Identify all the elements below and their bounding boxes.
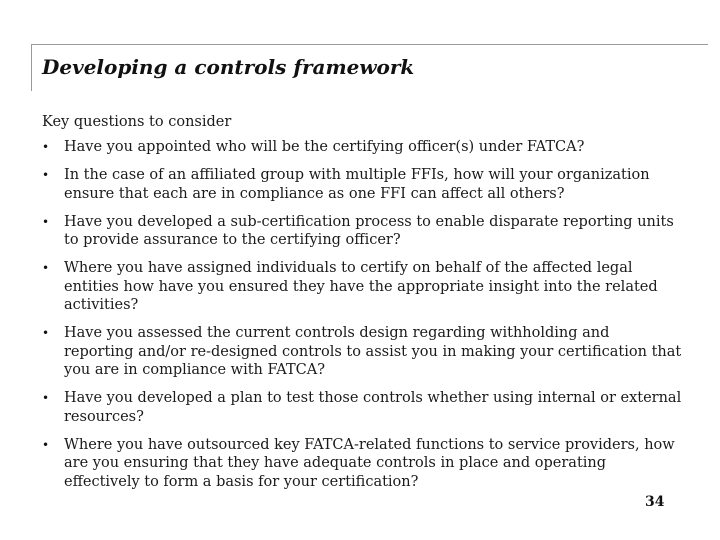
question-text: Have you assessed the current controls design regarding withholding and reporting and/or re-designed controls to assist you in making your certification that you are in compliance with FATCA?: [64, 325, 682, 378]
question-text: Have you developed a plan to test those controls whether using internal or external resources?: [64, 390, 682, 425]
question-item-4: [42, 259, 682, 315]
bullet-icon: •: [42, 391, 50, 405]
title-corner-line: [31, 44, 32, 91]
bullet-icon: •: [42, 168, 50, 182]
slide-subtitle: Key questions to consider: [42, 114, 232, 130]
question-item-6: [42, 389, 682, 426]
bullet-icon: •: [42, 437, 50, 452]
bullet-icon: •: [42, 261, 50, 275]
slide-title: Developing a controls framework: [42, 55, 415, 79]
question-item-3: [42, 213, 682, 250]
question-text: Have you developed a sub-certification process to enable disparate reporting units to provide assurance to the certifying officer?: [64, 213, 674, 248]
question-item-7: [42, 436, 682, 492]
bullet-icon: •: [42, 140, 50, 154]
question-item-2: [42, 166, 682, 203]
question-item-1: [42, 138, 682, 157]
bullet-icon: •: [42, 214, 50, 229]
question-item-5: [42, 324, 682, 380]
question-text: Where you have outsourced key FATCA-related functions to service providers, how are you ensuring that they have adequate controls in place and operating effectively to form a basis for your certification?: [64, 436, 675, 490]
question-text: Have you appointed who will be the certifying officer(s) under FATCA?: [64, 139, 585, 155]
question-text: Where you have assigned individuals to certify on behalf of the affected legal entities how have you ensured they have the appropriate insight into the related activities?: [64, 260, 658, 313]
question-list: [42, 138, 682, 501]
bullet-icon: •: [42, 326, 50, 340]
title-divider-line: [31, 44, 708, 45]
question-text: In the case of an affiliated group with multiple FFIs, how will your organization ensure that each are in compliance as one FFI can affect all others?: [64, 167, 650, 202]
page-number: 34: [645, 494, 665, 510]
